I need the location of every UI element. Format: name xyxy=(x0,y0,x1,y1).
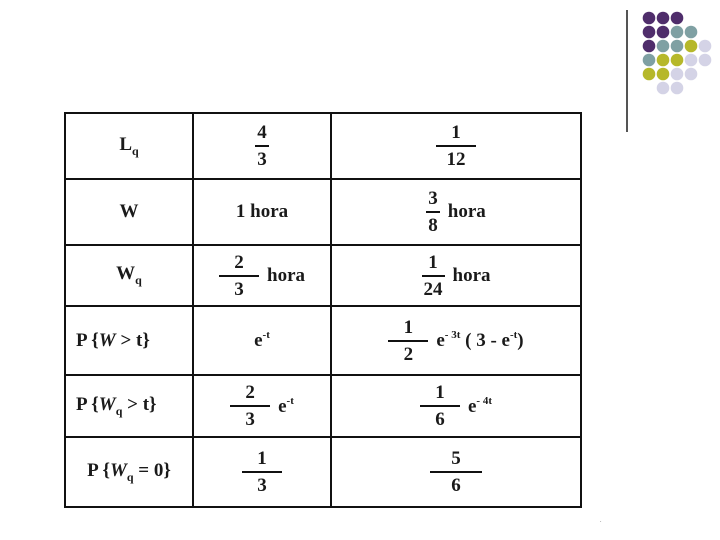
lq-col2-cell: $\frac{4}{3}$ xyxy=(193,113,331,179)
decorative-dot xyxy=(643,26,656,39)
pwq0-col3-cell: $\frac{5}{6}$ xyxy=(331,437,581,507)
table-row xyxy=(65,306,581,375)
pwq-col3-cell: $\frac{1}{6}$ $e^{- 4t}$ xyxy=(331,375,581,437)
row-label-wq: $W_q$ xyxy=(65,245,193,306)
decorative-dot xyxy=(685,40,698,53)
pw-col2-cell: $e^{-t}$ xyxy=(193,306,331,375)
footer-dot: . xyxy=(600,518,602,524)
decorative-dot xyxy=(657,82,670,95)
pwq-col2-cell: $\frac{2}{3}$ $e^{-t}$ xyxy=(193,375,331,437)
row-label-p-wq-gt-t: P $\{W_q > t\}$ xyxy=(65,375,193,437)
table-row xyxy=(65,375,581,437)
decorative-dot xyxy=(643,54,656,67)
decorative-vertical-line xyxy=(626,10,628,132)
decorative-dot xyxy=(643,40,656,53)
decorative-dot xyxy=(685,26,698,39)
table-row xyxy=(65,113,581,179)
table-row xyxy=(65,437,581,507)
decorative-dot xyxy=(685,68,698,81)
decorative-dot xyxy=(699,54,712,67)
row-label-p-wq-eq-0: P $\{W_q = 0\}$ xyxy=(65,437,193,507)
decorative-dot xyxy=(699,40,712,53)
decorative-dot xyxy=(671,26,684,39)
queue-metrics-table xyxy=(64,112,582,508)
decorative-dot xyxy=(671,54,684,67)
decorative-dot xyxy=(671,82,684,95)
decorative-dot xyxy=(685,54,698,67)
row-label-lq: $L_q$ xyxy=(65,113,193,179)
decorative-dot xyxy=(657,68,670,81)
decorative-dot xyxy=(671,40,684,53)
table-row xyxy=(65,179,581,245)
decorative-dot xyxy=(671,68,684,81)
decorative-dot xyxy=(671,12,684,25)
pwq0-col2-cell: $\frac{1}{3}$ xyxy=(193,437,331,507)
decorative-dot xyxy=(657,26,670,39)
wq-col3-cell: $\frac{1}{24}$ hora xyxy=(331,245,581,306)
decorative-dot xyxy=(657,54,670,67)
row-label-w: W xyxy=(65,179,193,245)
row-label-p-w-gt-t: P {W > t} xyxy=(65,306,193,375)
decorative-dot xyxy=(643,68,656,81)
table-row xyxy=(65,245,581,306)
w-col3-cell: $\frac{3}{8}$ hora xyxy=(331,179,581,245)
decorative-dot-grid xyxy=(0,0,720,130)
w-col2-cell: 1 hora xyxy=(193,179,331,245)
decorative-dot xyxy=(657,40,670,53)
decorative-dot xyxy=(657,12,670,25)
decorative-dot xyxy=(643,12,656,25)
wq-col2-cell: $\frac{2}{3}$ hora xyxy=(193,245,331,306)
lq-col3-cell: $\frac{1}{12}$ xyxy=(331,113,581,179)
pw-col3-cell: $\frac{1}{2}$ $e^{- 3t}$ ( $3 - e^{-t}$) xyxy=(331,306,581,375)
